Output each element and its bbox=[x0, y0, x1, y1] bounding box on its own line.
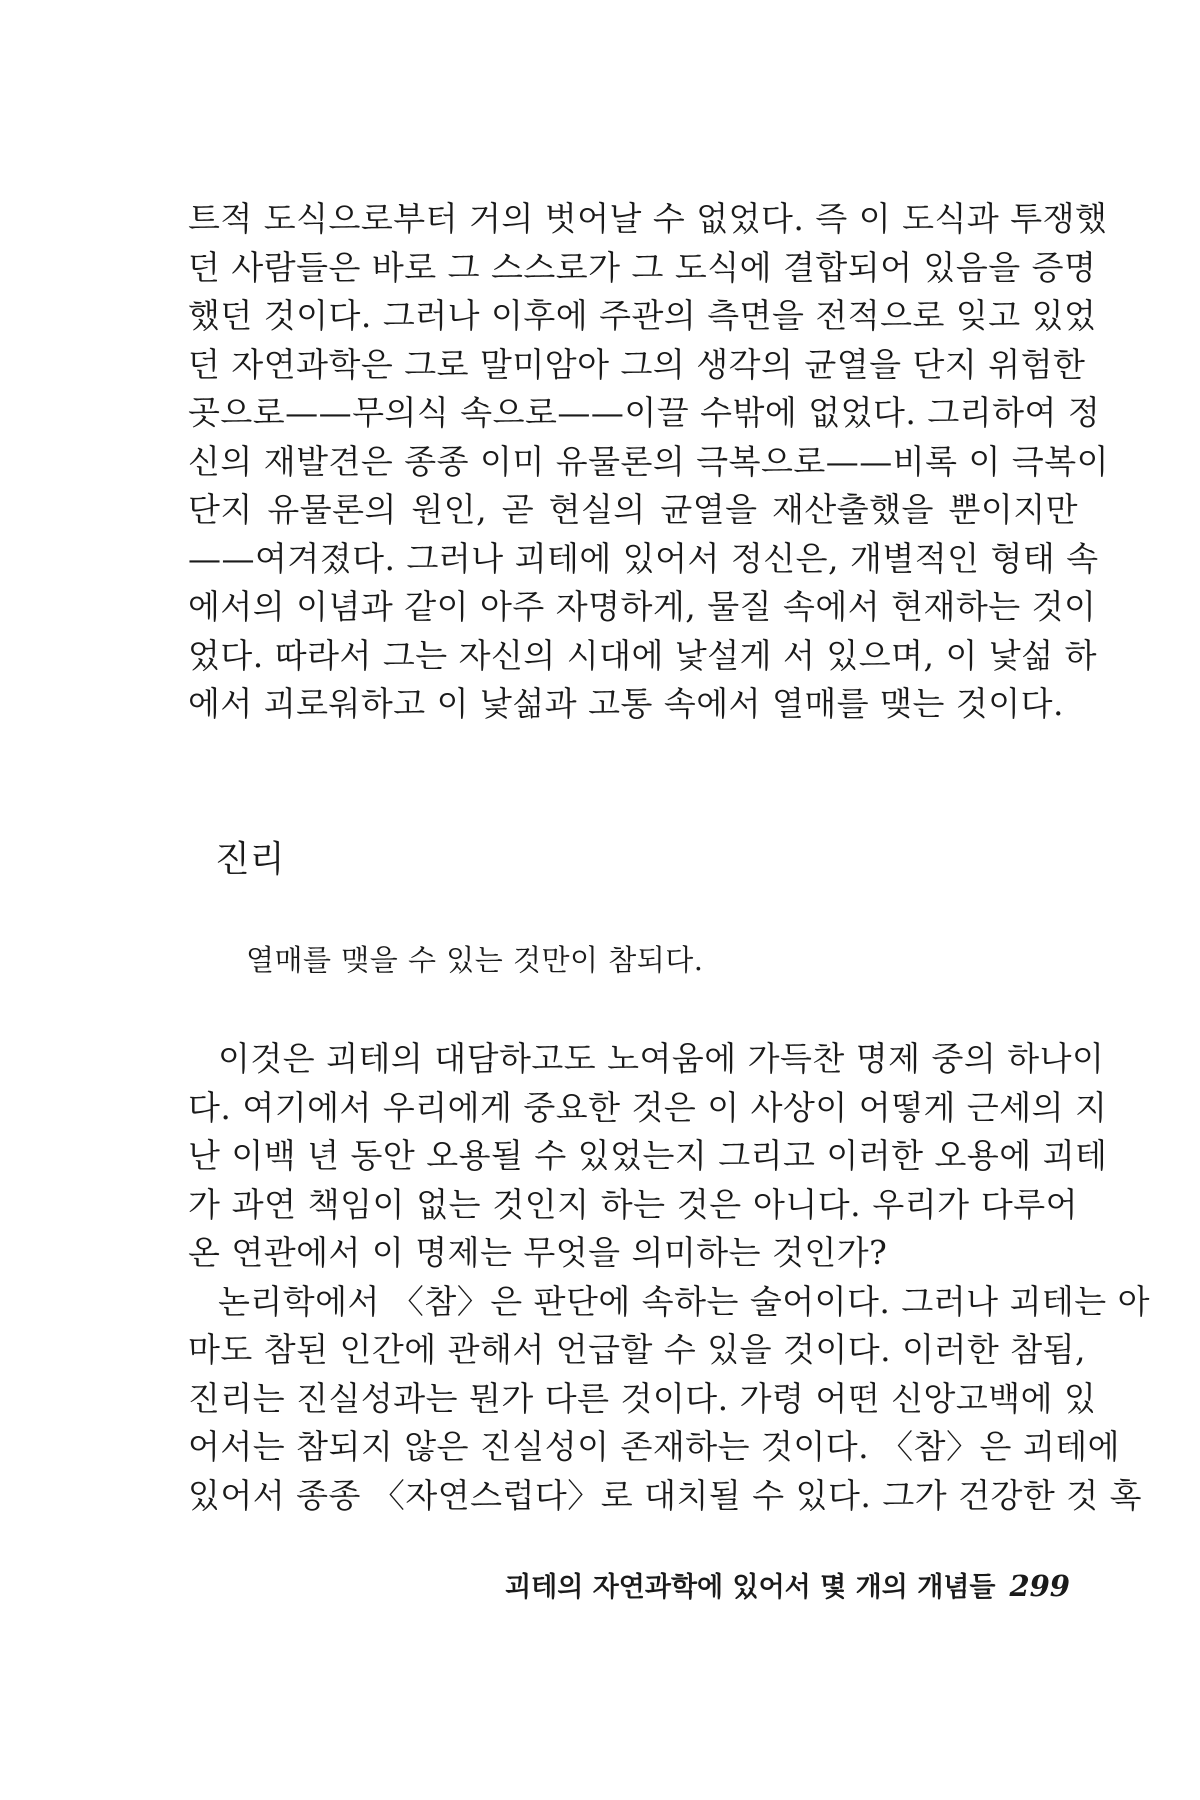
text-line: 던 사람들은 바로 그 스스로가 그 도식에 결합되어 있음을 증명 bbox=[188, 247, 1097, 287]
text-line: 던 자연과학은 그로 말미암아 그의 생각의 균열을 단지 위험한 bbox=[188, 344, 1086, 384]
text-line: 난 이백 년 동안 오용될 수 있었는지 그리고 이러한 오용에 괴테 bbox=[188, 1136, 1108, 1175]
text-line: 에서 괴로워하고 이 낯섦과 고통 속에서 열매를 맺는 것이다. bbox=[188, 684, 1064, 723]
text-line: 신의 재발견은 종종 이미 유물론의 극복으로——비록 이 극복이 bbox=[188, 441, 1109, 481]
text-line: ——여겨졌다. 그러나 괴테에 있어서 정신은, 개별적인 형태 속 bbox=[188, 538, 1099, 578]
bottom-paragraph bbox=[188, 1035, 1150, 1520]
text-line: 진리는 진실성과는 뭔가 다른 것이다. 가령 어떤 신앙고백에 있 bbox=[188, 1378, 1097, 1418]
page-number: 299 bbox=[1009, 1569, 1070, 1603]
text-line: 단지 유물론의 원인, 곧 현실의 균열을 재산출했을 뿐이지만 bbox=[188, 490, 1078, 529]
section-heading: 진리 bbox=[215, 839, 285, 880]
text-line: 이것은 괴테의 대담하고도 노여움에 가득찬 명제 중의 하나이 bbox=[218, 1039, 1105, 1078]
text-line: 곳으로——무의식 속으로——이끌 수밖에 없었다. 그리하여 정 bbox=[188, 393, 1101, 432]
text-line: 온 연관에서 이 명제는 무엇을 의미하는 것인가? bbox=[188, 1233, 888, 1272]
text-line: 논리학에서 〈참〉은 판단에 속하는 술어이다. 그러나 괴테는 아 bbox=[218, 1281, 1150, 1321]
running-title: 괴테의 자연과학에 있어서 몇 개의 개념들 bbox=[505, 1572, 996, 1603]
text-line: 트적 도식으로부터 거의 벗어날 수 없었다. 즉 이 도식과 투쟁했 bbox=[188, 199, 1108, 238]
text-line: 에서의 이념과 같이 아주 자명하게, 물질 속에서 현재하는 것이 bbox=[188, 587, 1097, 626]
text-line: 었다. 따라서 그는 자신의 시대에 낯설게 서 있으며, 이 낯섦 하 bbox=[188, 635, 1097, 675]
running-footer bbox=[470, 1568, 1070, 1606]
text-line: 했던 것이다. 그러나 이후에 주관의 측면을 전적으로 잊고 있었 bbox=[188, 296, 1097, 335]
text-line: 가 과연 책임이 없는 것인지 하는 것은 아니다. 우리가 다루어 bbox=[188, 1184, 1078, 1224]
text-line: 마도 참된 인간에 관해서 언급할 수 있을 것이다. 이러한 참됨, bbox=[188, 1330, 1086, 1369]
top-paragraph bbox=[188, 195, 1109, 729]
text-line: 어서는 참되지 않은 진실성이 존재하는 것이다. 〈참〉은 괴테에 bbox=[188, 1427, 1120, 1466]
epigraph-quote: 열매를 맺을 수 있는 것만이 참되다. bbox=[246, 943, 704, 977]
text-line: 있어서 종종 〈자연스럽다〉로 대치될 수 있다. 그가 건강한 것 혹 bbox=[188, 1475, 1142, 1515]
text-line: 다. 여기에서 우리에게 중요한 것은 이 사상이 어떻게 근세의 지 bbox=[188, 1087, 1108, 1127]
